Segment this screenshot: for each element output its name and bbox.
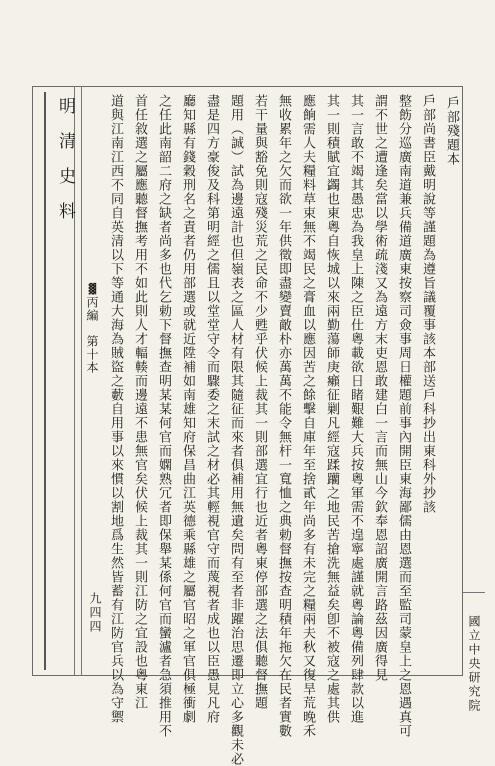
text-column: 其一言敢不竭其愚忠為我皇上陳之臣仕粵載欲日睹艱難大兵按粵軍需不遑寧處謹就粵論粵備列肆款以進 bbox=[348, 94, 363, 724]
banxin-volume-label: 丙編 第十本 bbox=[85, 296, 99, 374]
text-column: 戶部尚書臣戴明說等謹題為遵旨議覆事該本部送戶科抄出東科外抄該 bbox=[420, 94, 435, 514]
text-column: 若干量與豁免則寇殘災荒之民命不少甦乎伏候上裁其一則部選宜行也近者粵東停部選之法俱聽督撫題 bbox=[252, 94, 267, 710]
banxin-page-number: 九四四 bbox=[88, 592, 102, 634]
text-column: 盡是四方豪俊及科第明經之儒且以堂堂守令而驟委之末試之材必其輕視官守而蔑視者成也以臣愚見凡府 bbox=[204, 94, 219, 724]
text-column: 整飭分巡廣南道兼兵備道廣東按察司僉事周日權題前事內開臣東海鄙儒由恩選而至監司蒙皇上之恩遇真可 bbox=[396, 94, 411, 738]
frame-double-rule bbox=[44, 92, 46, 670]
text-column: 其一則積賦宜蠲也東粵自恢城以來兩勤蕩師庚癩征剿凡經寇蹂躪之地民苦搶洗無益矣卽不被寇之處其供 bbox=[324, 94, 339, 724]
text-column: 之任此南韶二府之缺者尚多也代乞勅下督撫查明某某何官而嫻熟冗者即保舉某係何官而蠻瀘者急須推用不 bbox=[156, 94, 171, 738]
text-column: 謂不世之遭逢矣當以學術疏淺又為遠方末吏恩敢建白一言而無山今欽奉恩詔廣開言路茲因廣得見 bbox=[372, 94, 387, 682]
banxin-volume-mark: ▓ bbox=[87, 284, 98, 296]
text-column: 首任敘選之屬應聽督撫考用不如此則人才輻輳而邊遠不患無官矣伏候上裁其一則江防之宜設也粵東江 bbox=[132, 94, 147, 710]
library-stamp: 國立中央研究院 bbox=[467, 615, 481, 713]
text-column: 應餉需人夫糧料草束無不竭民之膏血以應因苦之餘擊自庫年至捨貳年尚多有未完之糧兩夫秋又復旱荒晚禾 bbox=[300, 94, 315, 738]
text-column: 題用（誠）試為邊遠計也但嶺表之區人材有限其隨征而來者俱補用無遺矣問有至者非躍治思遷即立心多觀未必 bbox=[228, 94, 243, 766]
text-column: 無收累年之欠而欲一年供徵即盡變賣敵朴亦萬萬不能令無杆一寬恤之典勅督撫按查明積年拖欠在民者實數 bbox=[276, 94, 291, 738]
text-column: 廳知縣有錢穀刑名之責者仍用部選或就近陞補如南雄知府保昌曲江英德乘縣雄之屬官昭之軍官俱極衝劇 bbox=[180, 94, 195, 724]
banxin-volume bbox=[84, 284, 101, 444]
document-heading: 戶部殘題本 bbox=[444, 96, 459, 166]
banxin-divider-right bbox=[81, 86, 82, 676]
text-column: 道與江南江西不同自英清以下等通大海為賊盜之藪自用事以來慣以割地爲生然皆蓄有江防官兵以為守禦 bbox=[108, 94, 123, 724]
library-stamp-bar bbox=[463, 592, 485, 593]
banxin-title: 明清史料 bbox=[55, 97, 75, 237]
